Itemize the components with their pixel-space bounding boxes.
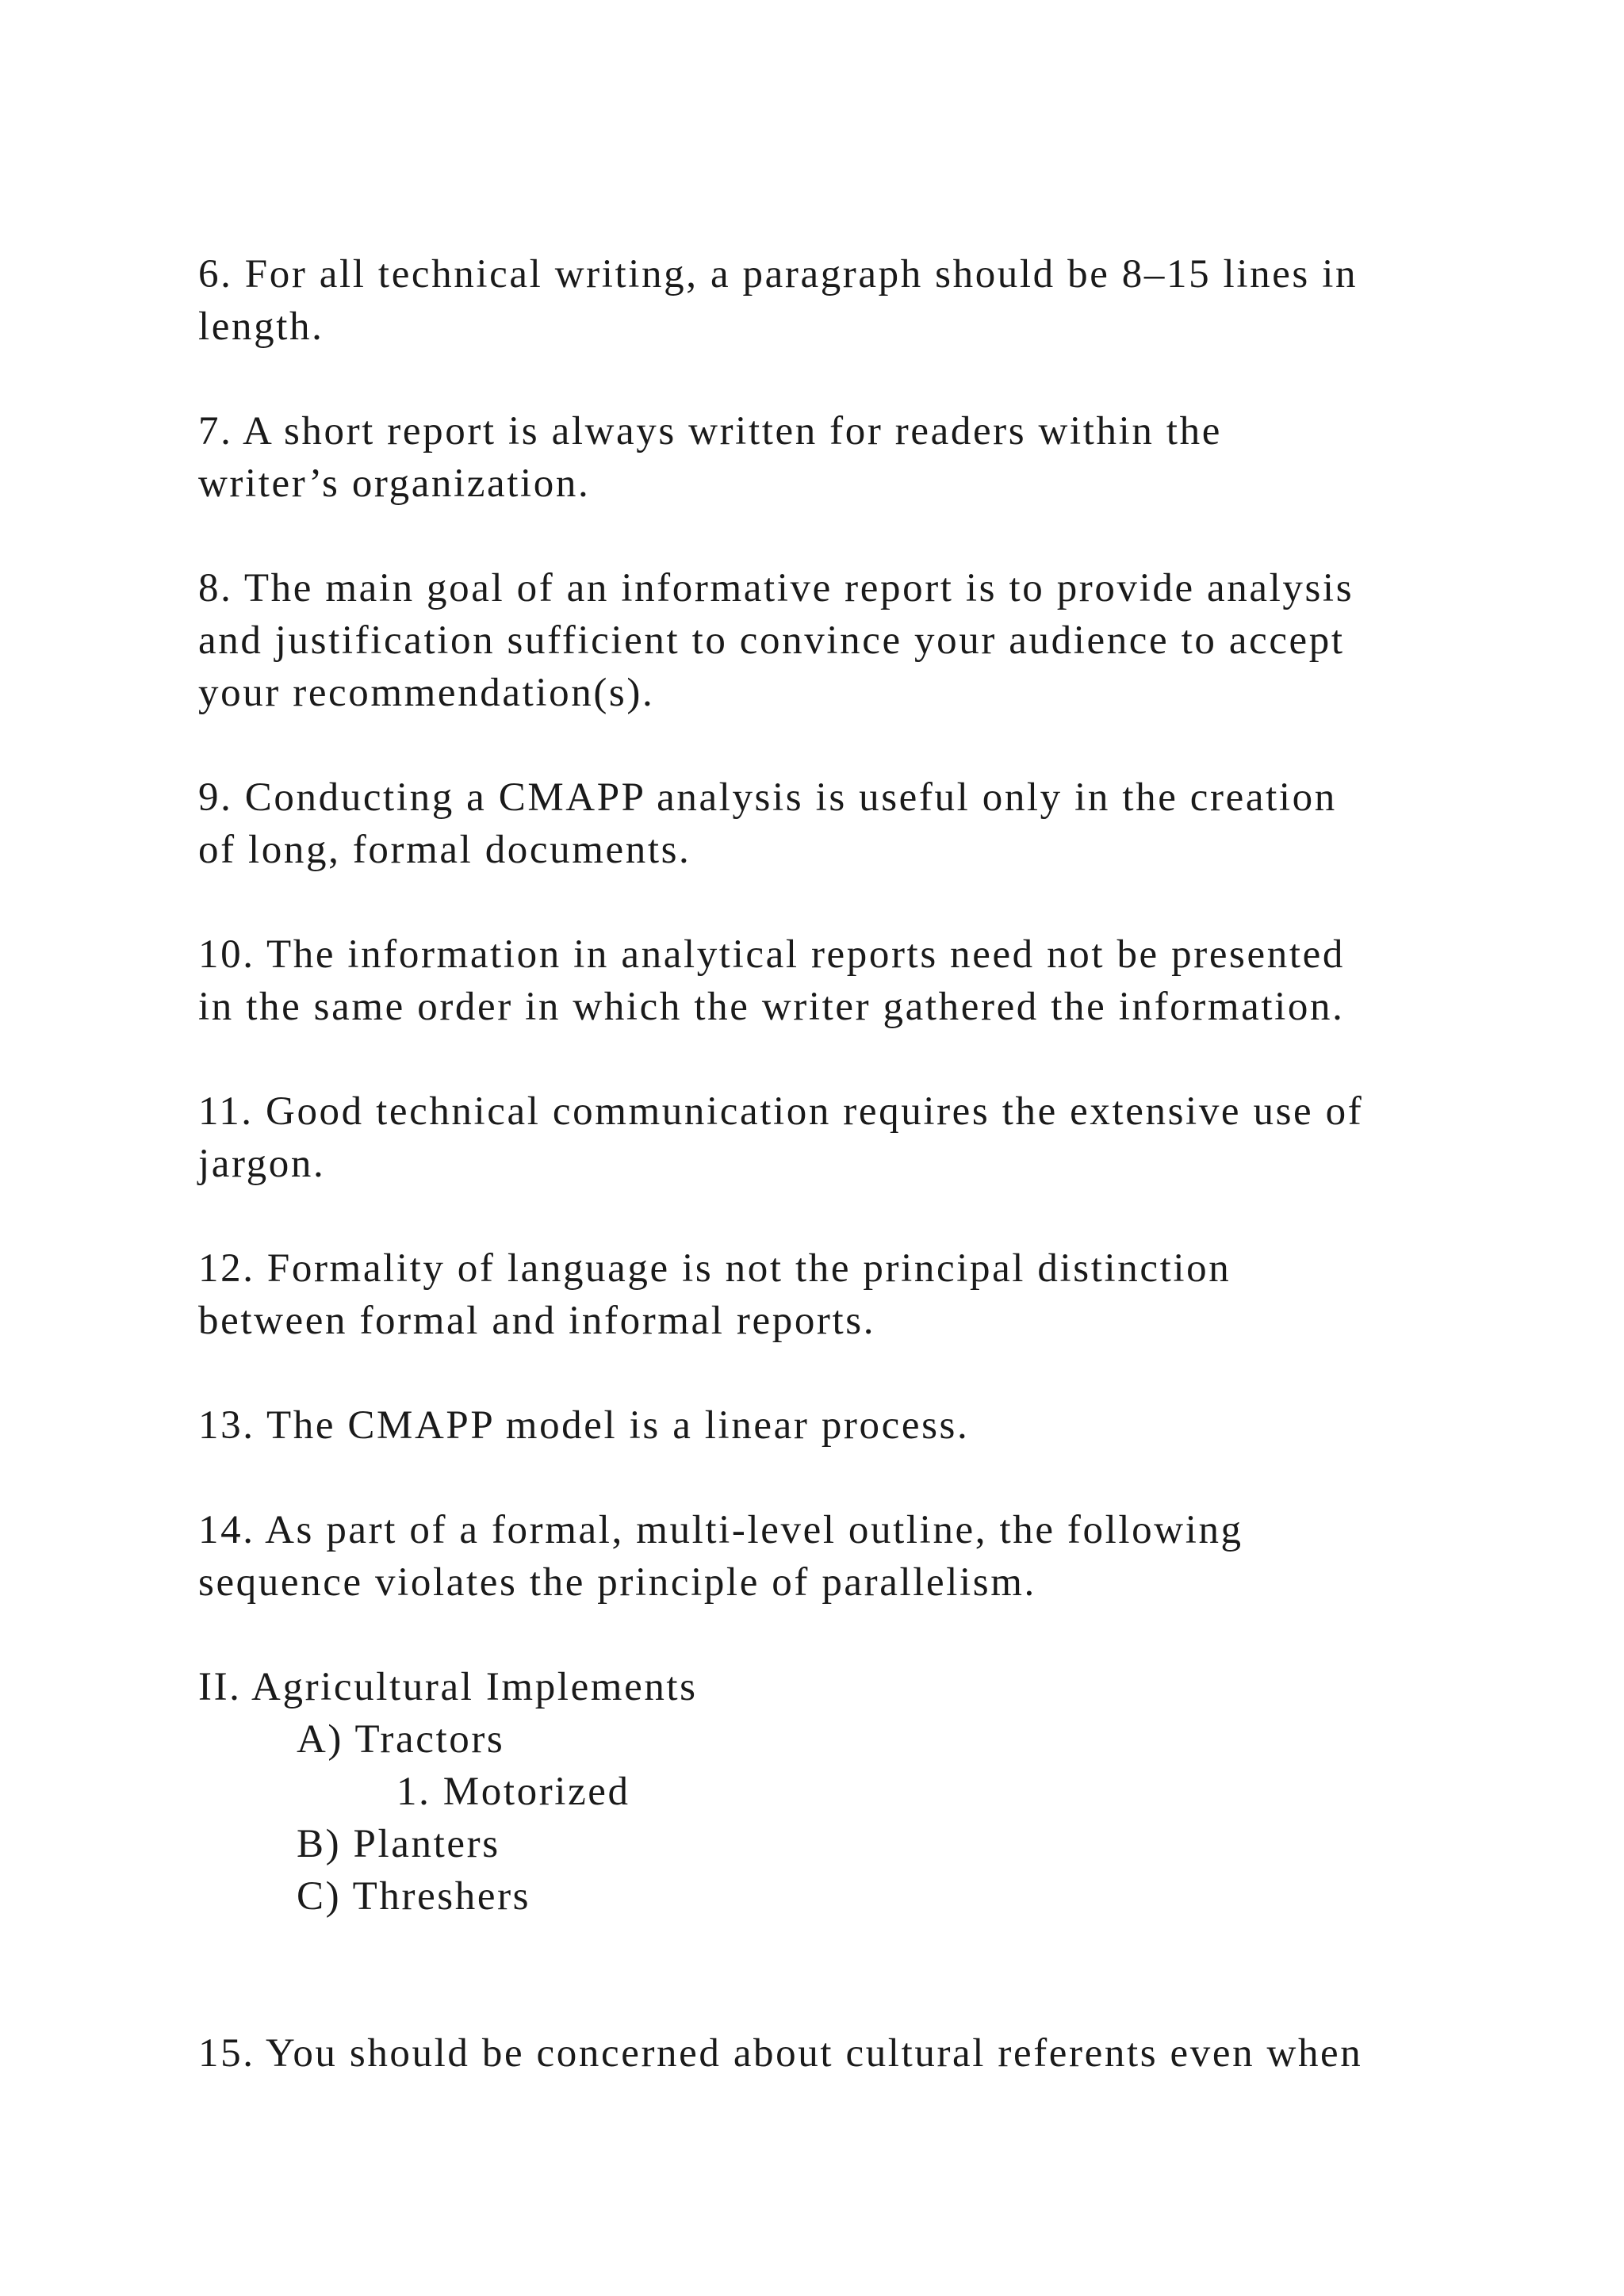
- question-9-line-1: 9. Conducting a CMAPP analysis is useful only in the creation: [198, 775, 1337, 820]
- question-7-line-1: 7. A short report is always written for readers within the: [198, 409, 1222, 453]
- outline-heading: II. Agricultural Implements: [198, 1665, 698, 1709]
- question-8-line-2: and justification sufficient to convince your audience to accept: [198, 618, 1345, 663]
- question-6-line-2: length.: [198, 304, 324, 349]
- question-11-line-2: jargon.: [198, 1142, 326, 1186]
- question-14-line-2: sequence violates the principle of parallelism.: [198, 1560, 1036, 1605]
- question-10-line-2: in the same order in which the writer gathered the information.: [198, 985, 1345, 1029]
- question-8-line-1: 8. The main goal of an informative report is to provide analysis: [198, 566, 1354, 610]
- question-9-line-2: of long, formal documents.: [198, 828, 691, 872]
- question-12-line-1: 12. Formality of language is not the principal distinction: [198, 1246, 1231, 1291]
- question-11-line-1: 11. Good technical communication requires the extensive use of: [198, 1089, 1364, 1134]
- question-7-line-2: writer’s organization.: [198, 461, 591, 506]
- question-10-line-1: 10. The information in analytical reports need not be presented: [198, 932, 1345, 977]
- outline-item-b: B) Planters: [297, 1822, 500, 1866]
- outline-item-c: C) Threshers: [297, 1874, 531, 1919]
- outline-item-a-sub: 1. Motorized: [396, 1770, 630, 1814]
- question-6-line-1: 6. For all technical writing, a paragraph should be 8–15 lines in: [198, 252, 1358, 297]
- question-8-line-3: your recommendation(s).: [198, 671, 655, 715]
- question-14-line-1: 14. As part of a formal, multi-level outline, the following: [198, 1508, 1243, 1552]
- question-12-line-2: between formal and informal reports.: [198, 1299, 876, 1343]
- question-13-line-1: 13. The CMAPP model is a linear process.: [198, 1403, 970, 1448]
- outline-item-a: A) Tractors: [297, 1717, 505, 1762]
- question-15-line-1: 15. You should be concerned about cultural referents even when: [198, 2031, 1363, 2076]
